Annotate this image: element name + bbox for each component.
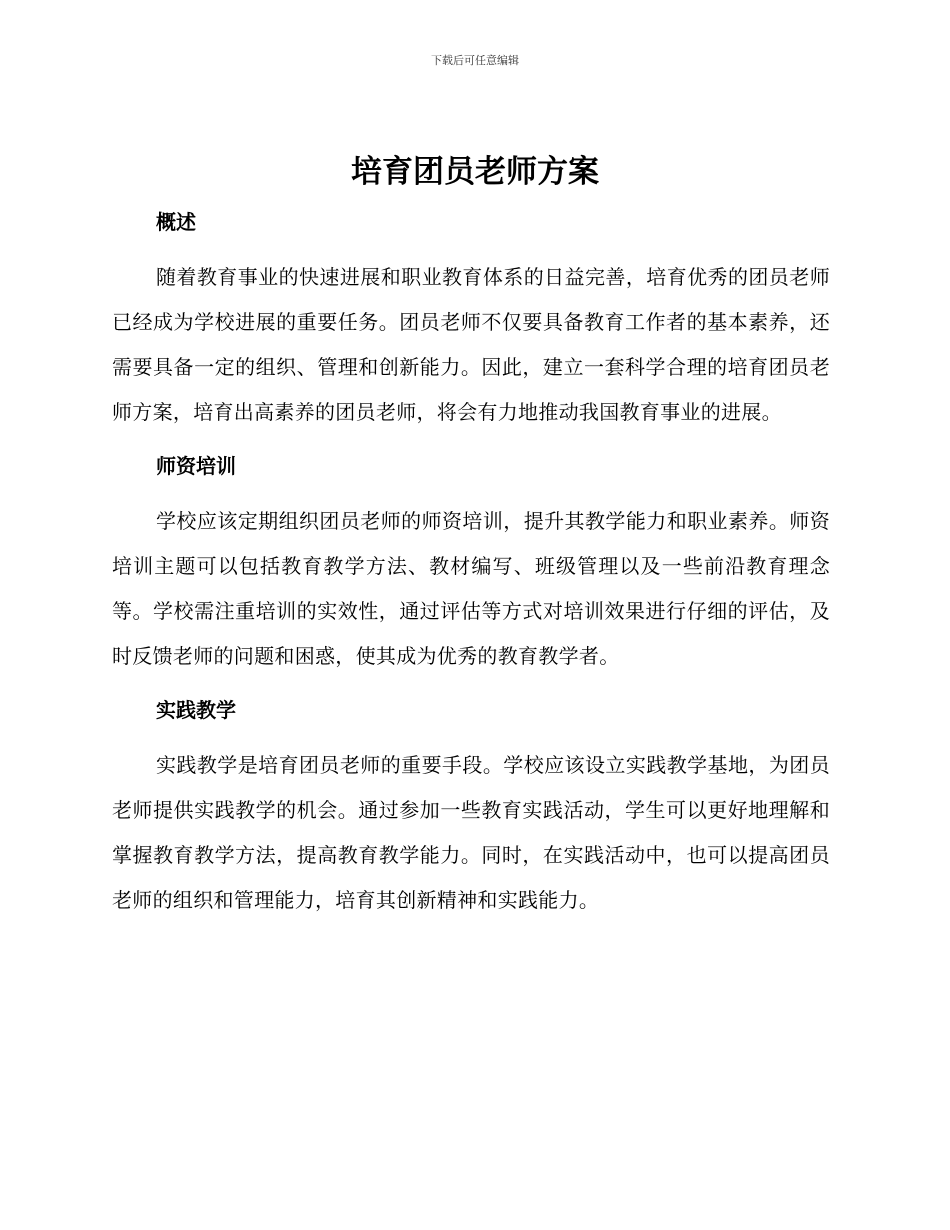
section-practice-teaching: [112, 693, 830, 923]
page-header-note: 下载后可任意编辑: [431, 54, 519, 67]
section-teacher-training: [112, 449, 830, 679]
section-heading: 实践教学: [156, 698, 236, 722]
section-overview: [112, 205, 830, 435]
section-heading: 师资培训: [156, 454, 236, 478]
section-paragraph: 学校应该定期组织团员老师的师资培训，提升其教学能力和职业素养。师资培训主题可以包括教育教学方法、教材编写、班级管理以及一些前沿教育理念等。学校需注重培训的实效性，通过评估等方式对培训效果进行仔细的评估，及时反馈老师的问题和困惑，使其成为优秀的教育教学者。: [112, 509, 830, 668]
document-body: [112, 205, 830, 923]
section-paragraph: 实践教学是培育团员老师的重要手段。学校应该设立实践教学基地，为团员老师提供实践教学的机会。通过参加一些教育实践活动，学生可以更好地理解和掌握教育教学方法，提高教育教学能力。同时，在实践活动中，也可以提高团员老师的组织和管理能力，培育其创新精神和实践能力。: [112, 753, 830, 912]
document-title: 培育团员老师方案: [351, 154, 599, 190]
section-paragraph: 随着教育事业的快速进展和职业教育体系的日益完善，培育优秀的团员老师已经成为学校进展的重要任务。团员老师不仅要具备教育工作者的基本素养，还需要具备一定的组织、管理和创新能力。因此，建立一套科学合理的培育团员老师方案，培育出高素养的团员老师，将会有力地推动我国教育事业的进展。: [112, 265, 830, 424]
section-heading: 概述: [156, 210, 196, 234]
